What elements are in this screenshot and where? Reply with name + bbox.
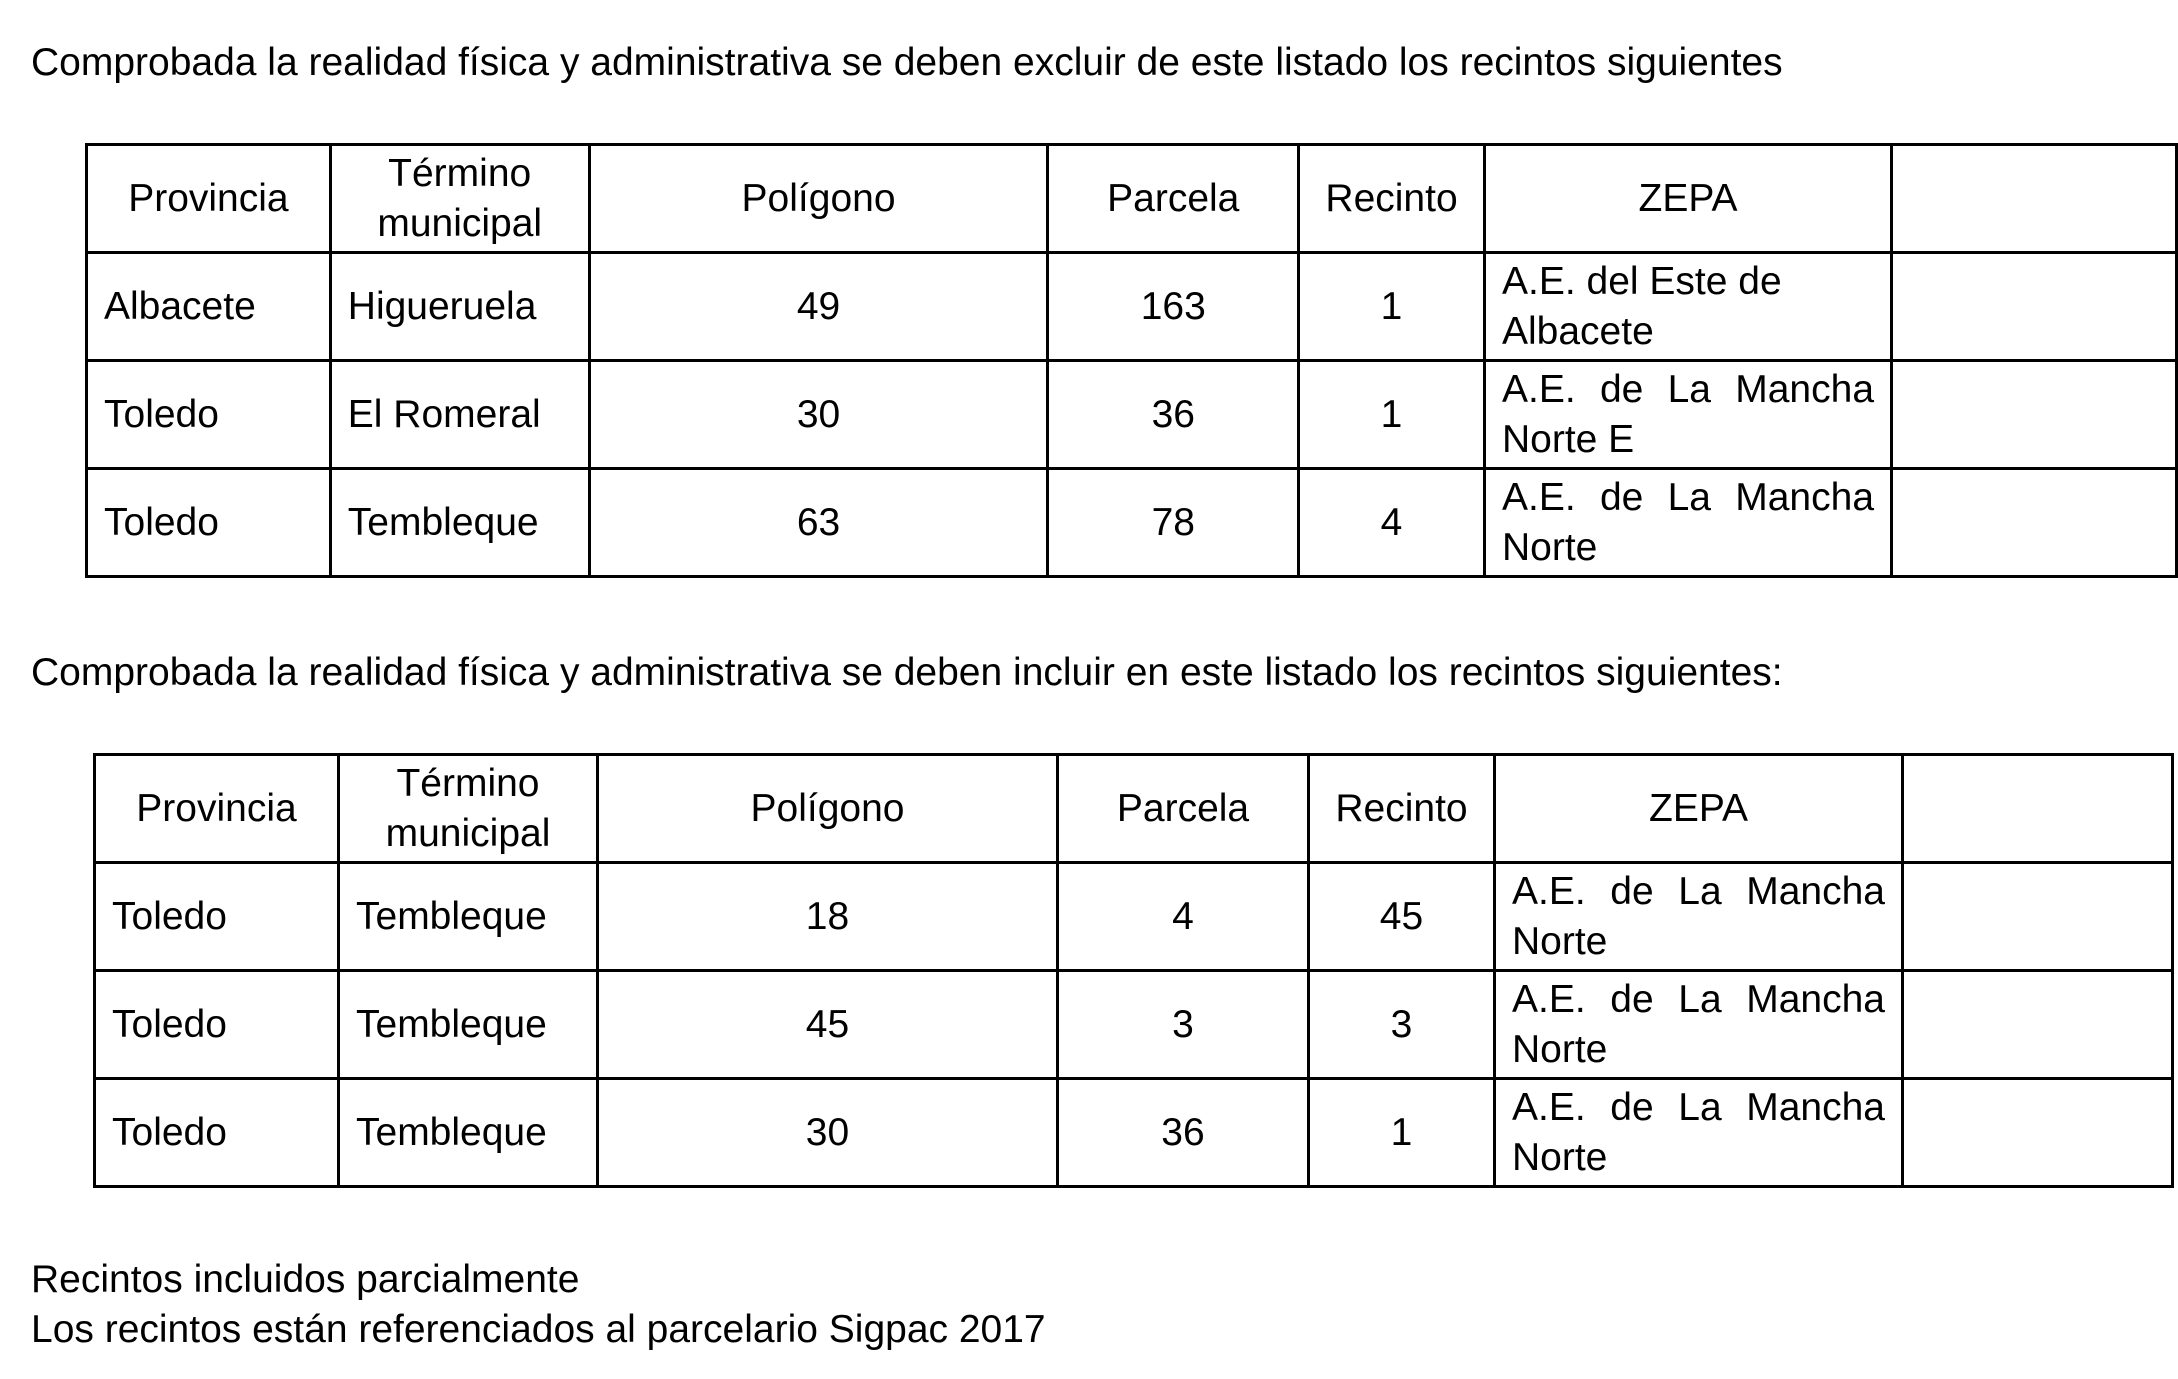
cell-parcela: 78 <box>1048 469 1299 577</box>
table-row <box>95 863 2173 971</box>
cell-termino: Tembleque <box>339 971 598 1079</box>
cell-poligono: 63 <box>589 469 1048 577</box>
included-table <box>93 753 2174 1188</box>
table-row <box>95 1079 2173 1187</box>
cell-zepa: A.E. de La Mancha Norte <box>1484 469 1891 577</box>
cell-zepa: A.E. de La Mancha Norte E <box>1484 361 1891 469</box>
cell-extra <box>1903 971 2173 1079</box>
cell-recinto: 45 <box>1309 863 1495 971</box>
footer-reference-text: Los recintos están referenciados al parcelario Sigpac 2017 <box>31 1308 1046 1351</box>
cell-poligono: 30 <box>589 361 1048 469</box>
cell-zepa: A.E. de La Mancha Norte <box>1495 971 1903 1079</box>
cell-provincia: Toledo <box>95 971 339 1079</box>
cell-recinto: 1 <box>1299 361 1485 469</box>
cell-poligono: 18 <box>598 863 1058 971</box>
header-provincia: Provincia <box>95 755 339 863</box>
cell-recinto: 3 <box>1309 971 1495 1079</box>
header-recinto: Recinto <box>1299 145 1485 253</box>
cell-zepa: A.E. de La Mancha Norte <box>1495 863 1903 971</box>
cell-parcela: 36 <box>1058 1079 1309 1187</box>
header-parcela: Parcela <box>1048 145 1299 253</box>
header-recinto: Recinto <box>1309 755 1495 863</box>
header-parcela: Parcela <box>1058 755 1309 863</box>
cell-parcela: 163 <box>1048 253 1299 361</box>
cell-extra <box>1903 863 2173 971</box>
header-extra <box>1892 145 2177 253</box>
header-termino: Término municipal <box>339 755 598 863</box>
cell-zepa: A.E. de La Mancha Norte <box>1495 1079 1903 1187</box>
table-header-row <box>95 755 2173 863</box>
excluded-table <box>85 143 2178 578</box>
intro-exclude-text: Comprobada la realidad física y administrativa se deben excluir de este listado los recintos siguientes <box>31 41 1783 84</box>
cell-poligono: 45 <box>598 971 1058 1079</box>
table-row <box>87 253 2177 361</box>
cell-parcela: 4 <box>1058 863 1309 971</box>
cell-provincia: Toledo <box>95 1079 339 1187</box>
cell-recinto: 4 <box>1299 469 1485 577</box>
header-poligono: Polígono <box>589 145 1048 253</box>
cell-poligono: 49 <box>589 253 1048 361</box>
header-extra <box>1903 755 2173 863</box>
footer-partial-text: Recintos incluidos parcialmente <box>31 1258 580 1301</box>
cell-recinto: 1 <box>1309 1079 1495 1187</box>
cell-provincia: Toledo <box>87 361 331 469</box>
cell-extra <box>1892 253 2177 361</box>
cell-termino: Tembleque <box>330 469 589 577</box>
cell-zepa: A.E. del Este de Albacete <box>1484 253 1891 361</box>
cell-termino: Tembleque <box>339 863 598 971</box>
header-poligono: Polígono <box>598 755 1058 863</box>
header-zepa: ZEPA <box>1484 145 1891 253</box>
cell-parcela: 36 <box>1048 361 1299 469</box>
cell-parcela: 3 <box>1058 971 1309 1079</box>
cell-extra <box>1892 469 2177 577</box>
cell-provincia: Toledo <box>95 863 339 971</box>
cell-termino: El Romeral <box>330 361 589 469</box>
table-row <box>87 469 2177 577</box>
cell-provincia: Albacete <box>87 253 331 361</box>
cell-termino: Tembleque <box>339 1079 598 1187</box>
cell-provincia: Toledo <box>87 469 331 577</box>
header-provincia: Provincia <box>87 145 331 253</box>
cell-extra <box>1892 361 2177 469</box>
cell-termino: Higueruela <box>330 253 589 361</box>
header-zepa: ZEPA <box>1495 755 1903 863</box>
table-header-row <box>87 145 2177 253</box>
header-termino: Término municipal <box>330 145 589 253</box>
cell-extra <box>1903 1079 2173 1187</box>
cell-poligono: 30 <box>598 1079 1058 1187</box>
cell-recinto: 1 <box>1299 253 1485 361</box>
intro-include-text: Comprobada la realidad física y administrativa se deben incluir en este listado los recintos siguientes: <box>31 651 1783 694</box>
table-row <box>87 361 2177 469</box>
table-row <box>95 971 2173 1079</box>
